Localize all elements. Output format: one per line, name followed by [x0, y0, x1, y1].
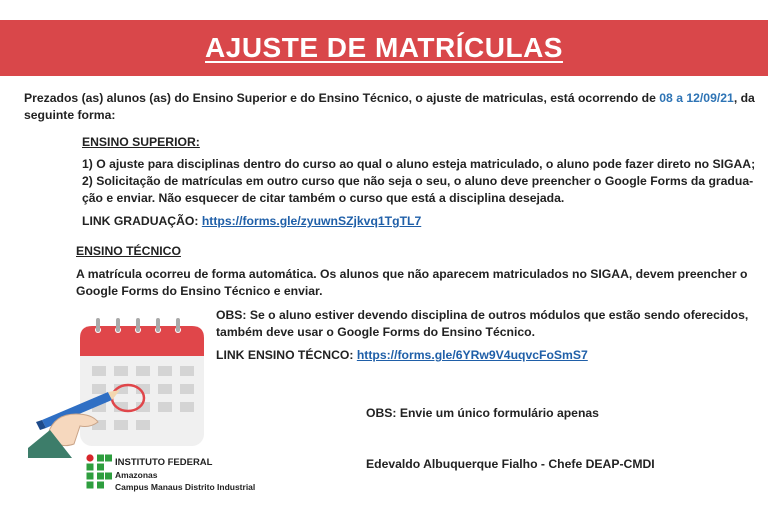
tecnico-link-label: LINK ENSINO TÉCNCO:	[216, 348, 357, 362]
institution-name: INSTITUTO FEDERAL	[115, 457, 213, 468]
superior-forms-link[interactable]: https://forms.gle/zyuwnSZjkvq1TgTL7	[201, 214, 422, 228]
superior-link-row	[82, 213, 421, 230]
signature: Edevaldo Albuquerque Fialho - Chefe DEAP-CMDI	[366, 457, 655, 471]
tecnico-forms-link[interactable]: https://forms.gle/6YRw9V4uqvcFoSmS7	[356, 348, 588, 362]
institute-logo-icon	[86, 454, 112, 490]
calendar-illustration	[28, 318, 218, 458]
intro-text-after: , da	[733, 91, 755, 105]
superior-item-1: 1) O ajuste para disciplinas dentro do curso ao qual o aluno esteja matriculado, o aluno pode fazer direto no SIGAA;	[82, 157, 756, 171]
intro-text: Prezados (as) alunos (as) do Ensino Superior e do Ensino Técnico, o ajuste de matriculas, está ocorrendo de	[24, 91, 660, 105]
title-banner	[0, 20, 768, 76]
superior-item-2-line-1: 2) Solicitação de matrículas em outro curso que não seja o seu, o aluno deve preencher o Google Forms da gradua-	[82, 174, 754, 188]
tecnico-obs-line-1: OBS: Se o aluno estiver devendo disciplina de outros módulos que estão sendo oferecidos,	[216, 308, 749, 322]
page-title: AJUSTE DE MATRÍCULAS	[205, 32, 563, 63]
superior-heading: ENSINO SUPERIOR:	[82, 135, 200, 149]
institution-state: Amazonas	[115, 470, 158, 480]
superior-link-label: LINK GRADUAÇÃO:	[82, 214, 202, 228]
tecnico-heading: ENSINO TÉCNICO	[76, 244, 181, 258]
intro-dates: 08 a 12/09/21	[659, 91, 734, 105]
tecnico-line-2: Google Forms do Ensino Técnico e enviar.	[76, 284, 323, 298]
superior-item-2-line-2: ção e enviar. Não esquecer de citar também o curso que está a disciplina desejada.	[82, 191, 565, 205]
tecnico-line-1: A matrícula ocorreu de forma automática. Os alunos que não aparecem matriculados no SIGAA, devem preencher o	[76, 267, 748, 281]
tecnico-obs-line-2: também deve usar o Google Forms do Ensino Técnico.	[216, 325, 535, 339]
institution-campus: Campus Manaus Distrito Industrial	[115, 482, 256, 492]
tecnico-link-row	[216, 347, 588, 364]
final-note: OBS: Envie um único formulário apenas	[366, 406, 599, 420]
intro-line-2: seguinte forma:	[24, 108, 116, 122]
intro-line-1	[24, 90, 755, 107]
calendar-icon	[80, 318, 204, 446]
